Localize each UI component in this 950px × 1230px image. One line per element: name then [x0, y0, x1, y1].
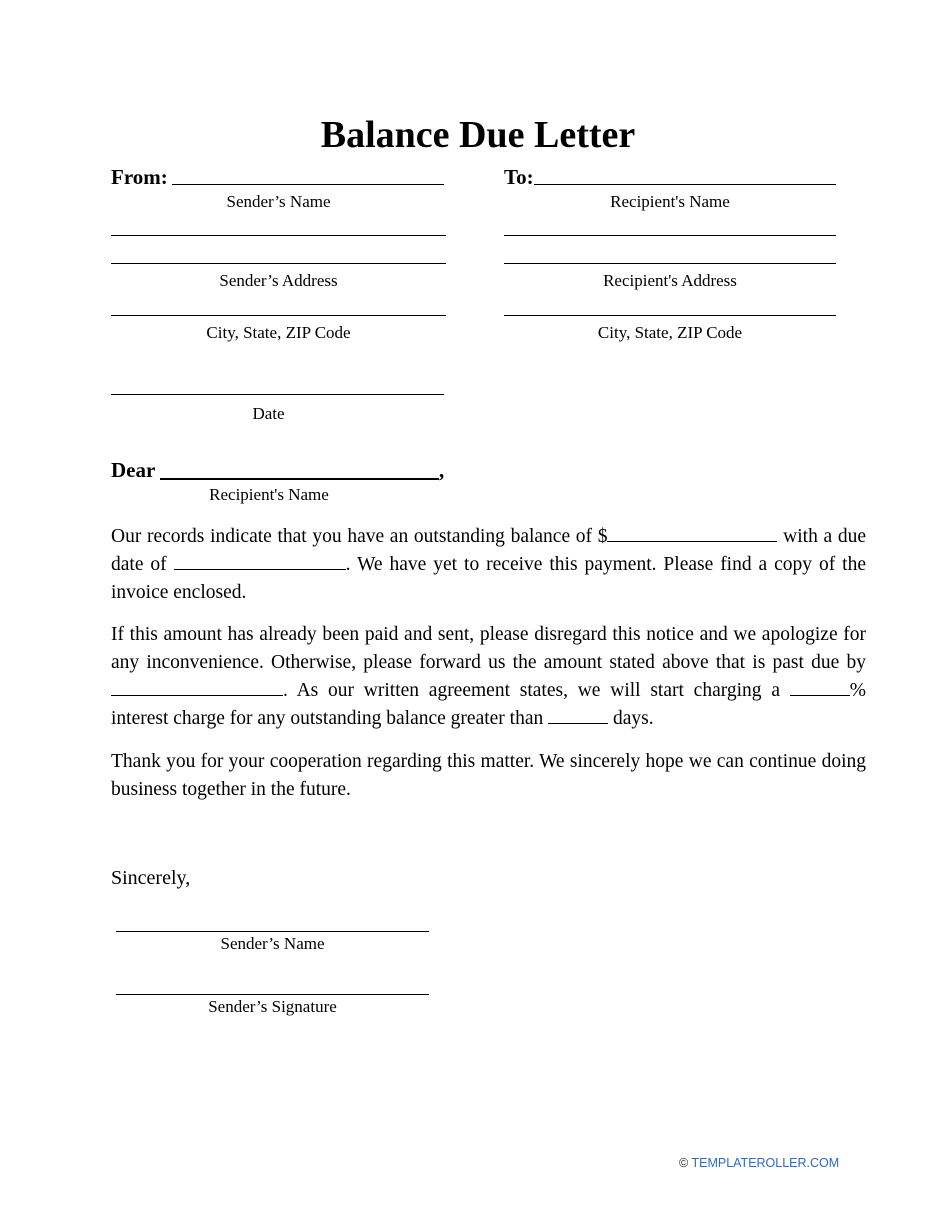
- signature-line[interactable]: [116, 994, 429, 995]
- paragraph-balance-text-3: . We have yet to receive this payment. Please find a copy of the invoice enclosed.: [111, 554, 866, 603]
- document-title: Balance Due Letter: [320, 114, 636, 156]
- sender-city-line[interactable]: [111, 315, 446, 316]
- paragraph-past-due-text-4: days.: [608, 708, 654, 729]
- date-line[interactable]: [111, 394, 444, 395]
- paragraph-thank-you: Thank you for your cooperation regarding this matter. We sincerely hope we can continue doing business together in the future.: [111, 751, 866, 800]
- salutation-name-line[interactable]: [160, 478, 439, 480]
- footer-credit: [679, 1156, 839, 1170]
- paragraph-past-due-text-2: . As our written agreement states, we will start charging a: [283, 680, 790, 701]
- sender-address-caption: Sender’s Address: [219, 271, 338, 290]
- salutation-comma: ,: [439, 458, 445, 482]
- templateroller-link[interactable]: TEMPLATEROLLER.COM: [691, 1156, 840, 1170]
- paragraph-past-due-text-1: If this amount has already been paid and sent, please disregard this notice and we apologize for any inconvenience. Otherwise, please forward us the amount stated above that is past due by: [111, 624, 866, 673]
- copyright-symbol: ©: [679, 1156, 689, 1170]
- sender-name-line[interactable]: [172, 184, 444, 185]
- days-blank[interactable]: [548, 705, 608, 724]
- closing-text: Sincerely,: [111, 867, 191, 889]
- signature-caption: Sender’s Signature: [208, 997, 337, 1016]
- sender-name-caption: Sender’s Name: [226, 192, 331, 211]
- recipient-name-line[interactable]: [534, 184, 836, 185]
- paragraph-past-due-text-3: % interest charge for any outstanding balance greater than: [111, 680, 866, 729]
- to-label: To:: [504, 165, 534, 189]
- recipient-address-caption: Recipient's Address: [603, 271, 737, 290]
- sender-city-caption: City, State, ZIP Code: [206, 323, 351, 342]
- paragraph-balance-text-2: with a due date of: [111, 526, 866, 575]
- recipient-address-line-2[interactable]: [504, 263, 836, 264]
- sender-address-line-2[interactable]: [111, 263, 446, 264]
- paragraph-balance-text-1: Our records indicate that you have an outstanding balance of $: [111, 526, 608, 547]
- salutation-caption: Recipient's Name: [209, 485, 329, 504]
- recipient-city-caption: City, State, ZIP Code: [597, 323, 743, 342]
- from-label: From:: [111, 165, 168, 189]
- sender-address-line-1[interactable]: [111, 235, 446, 236]
- past-due-date-blank[interactable]: [111, 677, 283, 696]
- interest-rate-blank[interactable]: [790, 677, 850, 696]
- paragraph-past-due: [111, 621, 866, 733]
- due-date-blank[interactable]: [174, 551, 346, 570]
- recipient-city-line[interactable]: [504, 315, 836, 316]
- salutation-label: Dear: [111, 458, 156, 482]
- paragraph-balance: [111, 523, 866, 607]
- recipient-name-caption: Recipient's Name: [610, 192, 730, 211]
- date-caption: Date: [252, 404, 285, 423]
- signature-name-caption: Sender’s Name: [220, 934, 325, 953]
- recipient-address-line-1[interactable]: [504, 235, 836, 236]
- balance-amount-blank[interactable]: [607, 523, 777, 542]
- signature-name-line[interactable]: [116, 931, 429, 932]
